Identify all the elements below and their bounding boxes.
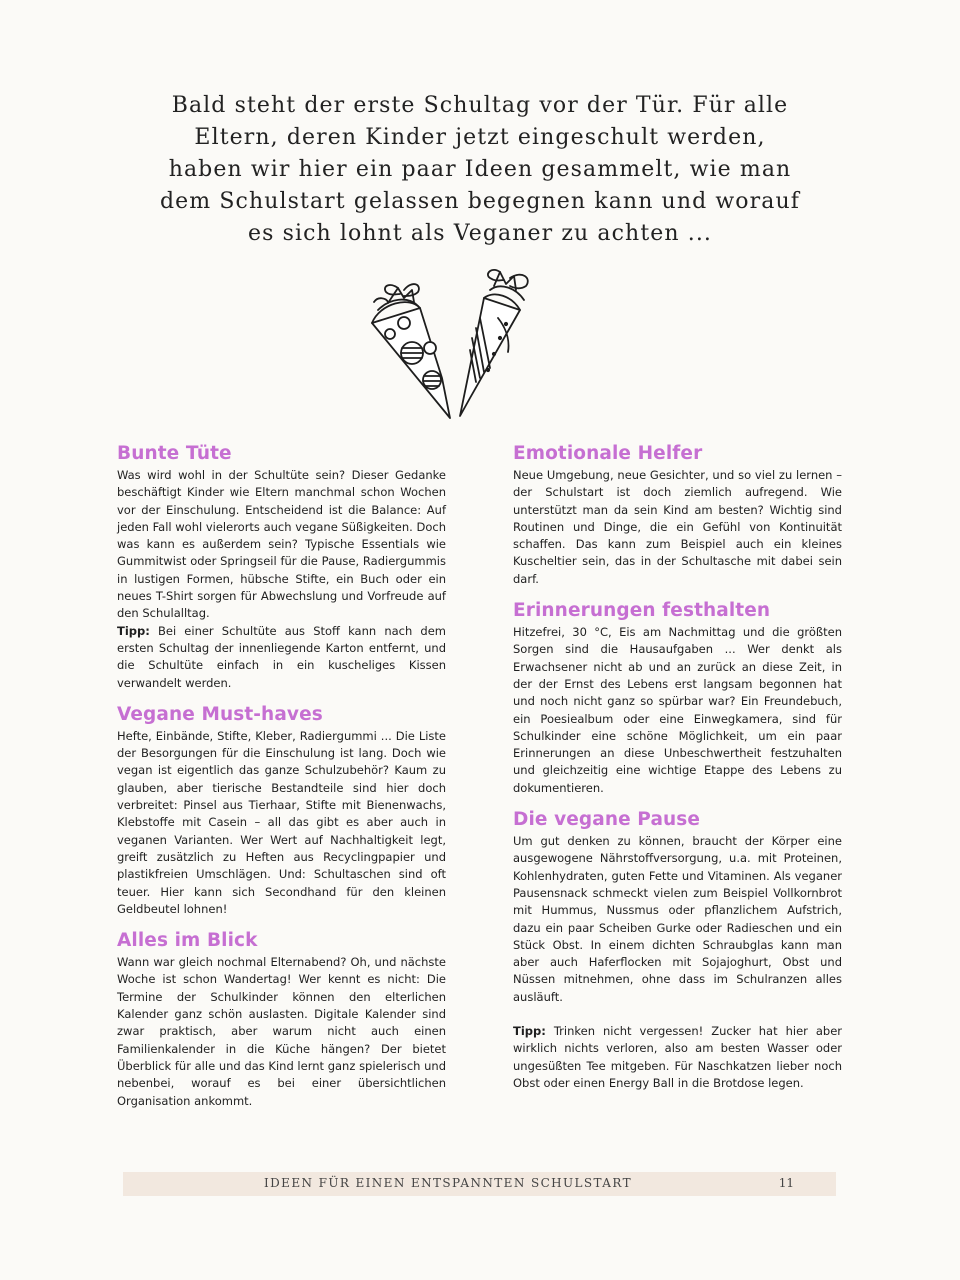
intro-line: dem Schulstart gelassen begegnen kann und worauf xyxy=(160,189,800,214)
section-body: Was wird wohl in der Schultüte sein? Dieser Gedanke beschäftigt Kinder wie Eltern manchmal schon Wochen vor der Einschulung. Entscheidend ist die Balance: Auf jeden Fall wohl vielerorts auch vegane Süßigkeiten. Doch was kann es außerdem sein? Typische Essentials wie Gummitwist oder Springseil für die Pause, Radiergummis in lustigen Formen, hübsche Stifte, ein Buch oder ein neues T-Shirt sorgen für Abwechslung und Vorfreude auf den Schulalltag. xyxy=(117,468,446,621)
footer-title: IDEEN FÜR EINEN ENTSPANNTEN SCHULSTART xyxy=(264,1176,632,1190)
section-vegane-must-haves xyxy=(117,704,446,918)
tip-text: Trinken nicht vergessen! Zucker hat hier aber wirklich nichts verloren, also am besten Wasser oder ungesüßten Tee mitgeben. Für Naschkatzen lieber noch Obst oder einen Energy Ball in die Brotdose legen. xyxy=(513,1024,842,1090)
section-body: Hitzefrei, 30 °C, Eis am Nachmittag und die größten Sorgen sind die Hausaufgaben ... Wer denkt als Erwachsener nicht ab und an zurück an diese Zeit, in der der Ernst des Lebens erst langsam begonnen hat und noch nicht ganz so spürbar war? Ein Freundebuch, ein Poesiealbum oder eine Einwegkamera, sind für Schulkinder eine schöne Möglichkeit, um ein paar Erinnerungen an diese Unbeschwertheit festzuhalten und gleichzeitig eine wichtige Etappe des Lebens zu dokumentieren. xyxy=(513,625,842,795)
tip-paragraph xyxy=(117,623,446,692)
section-heading: Die vegane Pause xyxy=(513,809,701,831)
left-column xyxy=(117,443,446,1122)
intro-text xyxy=(140,90,820,250)
section-heading: Bunte Tüte xyxy=(117,443,232,464)
section-body: Neue Umgebung, neue Gesichter, und so viel zu lernen – der Schulstart ist doch ziemlich aufregend. Wie unterstützt man da sein Kind am besten? Wichtig sind Routinen und Dinge, die ein Gefühl von Kontinuität schaffen. Das kann zum Beispiel auch ein kleines Kuscheltier sein, das in der Schultasche mit dabei sein darf. xyxy=(513,468,842,586)
school-cones-icon xyxy=(360,268,550,428)
section-heading: Vegane Must-haves xyxy=(117,703,323,725)
section-erinnerungen-festhalten xyxy=(513,600,842,797)
page-footer xyxy=(123,1172,836,1196)
tip-text: Bei einer Schultüte aus Stoff kann nach dem ersten Schultag der innenliegende Karton entfernt, und die Schultüte einfach in ein kuscheliges Kissen verwandelt werden. xyxy=(117,623,446,690)
section-die-vegane-pause xyxy=(513,809,842,1092)
section-body: Um gut denken zu können, braucht der Körper eine ausgewogene Nährstoffversorgung, u.a. mit Proteinen, Kohlenhydraten, guten Fette und Vitaminen. Als veganer Pausensnack schmeckt vielen zum Beispiel Vollkornbrot mit Hummus, Nussmus oder pflanzlichem Aufstrich, dazu ein paar Scheiben Gurke oder Radieschen und ein Stück Obst. In einem dichten Schraubglas kann man aber auch Haferflocken mit Sojajoghurt, Obst und Nüssen mitnehmen, ohne dass im Schulranzen alles ausläuft. xyxy=(513,834,842,1004)
section-bunte-tuete xyxy=(117,443,446,692)
intro-line: Bald steht der erste Schultag vor der Tür. Für alle xyxy=(171,93,789,118)
section-heading: Erinnerungen festhalten xyxy=(513,600,771,622)
tip-label: Tipp: xyxy=(117,623,150,638)
section-body: Wann war gleich nochmal Elternabend? Oh, und nächste Woche ist schon Wandertag! Wer kennt es nicht: Die Termine der Schulkinder können den elterlichen Kalender ganz schön auslasten. Digitale Kalender sind zwar praktisch, aber warum nicht auch einen Familienkalender in die Küche hängen? Der bietet Überblick für alle und das Kind lernt ganz spielerisch und nebenbei, worauf es bei einer übersichtlichen Organisation ankommt. xyxy=(117,955,446,1108)
intro-line: es sich lohnt als Veganer zu achten ... xyxy=(247,221,713,246)
intro-line: Eltern, deren Kinder jetzt eingeschult werden, xyxy=(194,125,766,150)
tip-label: Tipp: xyxy=(513,1024,546,1039)
intro-line: haben wir hier ein paar Ideen gesammelt, wie man xyxy=(168,157,792,182)
right-cone-icon xyxy=(460,270,528,416)
section-body: Hefte, Einbände, Stifte, Kleber, Radiergummi ... Die Liste der Besorgungen für die Einschulung ist lang. Doch wie vegan ist eigentlich das ganze Schulzubehör? Kaum zu glauben, aber tierische Bestandteile sind hier doch verbreitet: Pinsel aus Tierhaar, Stifte mit Bienenwachs, Klebstoffe mit Casein – all das gibt es aber auch in veganen Varianten. Wer Wert auf Nachhaltigkeit legt, greift zusätzlich zu Heften aus Recyclingpapier und plastikfreien Umschlägen. Und: Schultaschen sind oft teuer. Hier kann sich Secondhand für den kleinen Geldbeutel lohnen! xyxy=(117,728,446,916)
left-cone-icon xyxy=(372,284,450,418)
section-heading: Alles im Blick xyxy=(117,930,258,952)
section-heading: Emotionale Helfer xyxy=(513,443,703,464)
right-column xyxy=(513,443,842,1104)
section-emotionale-helfer xyxy=(513,443,842,588)
page-number: 11 xyxy=(778,1176,794,1190)
section-alles-im-blick xyxy=(117,930,446,1110)
tip-paragraph xyxy=(513,1023,842,1092)
